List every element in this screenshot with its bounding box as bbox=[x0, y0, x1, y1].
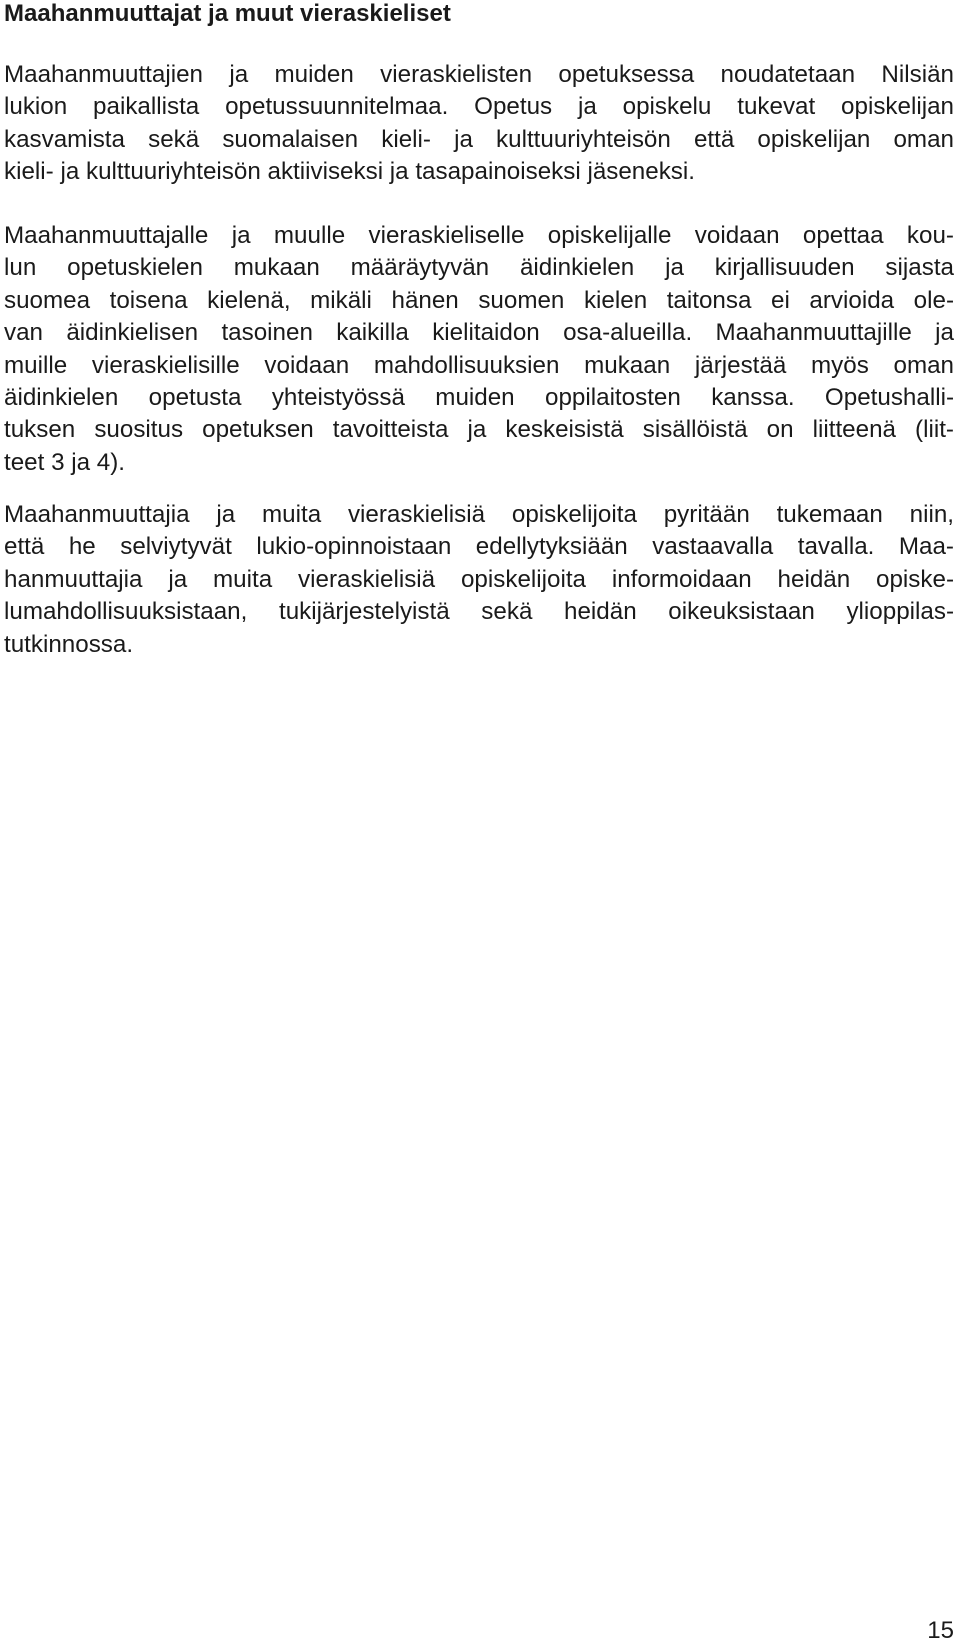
paragraph-line: Maahanmuuttajalle ja muulle vieraskieliselle opiskelijalle voidaan opettaa kou- bbox=[4, 222, 954, 249]
paragraph-line: lumahdollisuuksistaan, tukijärjestelyistä sekä heidän oikeuksistaan ylioppilas- bbox=[4, 598, 954, 626]
paragraph-line: teet 3 ja 4). bbox=[4, 448, 126, 476]
paragraph-line: muille vieraskielisille voidaan mahdollisuuksien mukaan järjestää myös oman bbox=[4, 351, 954, 379]
paragraph-line: kieli- ja kulttuuriyhteisön aktiiviseksi ja tasapainoiseksi jäseneksi. bbox=[4, 158, 695, 186]
paragraph-line: että he selviytyvät lukio-opinnoistaan edellytyksiään vastaavalla tavalla. Maa- bbox=[4, 533, 954, 561]
paragraph-curriculum bbox=[4, 59, 954, 189]
paragraph-line: Maahanmuuttajia ja muita vieraskielisiä opiskelijoita pyritään tukemaan niin, bbox=[4, 501, 954, 528]
paragraph-line: lun opetuskielen mukaan määräytyvän äidinkielen ja kirjallisuuden sijasta bbox=[4, 254, 954, 282]
paragraph-line: van äidinkielisen tasoinen kaikilla kielitaidon osa-alueilla. Maahanmuuttajille ja bbox=[4, 319, 954, 347]
paragraph-line: hanmuuttajia ja muita vieraskielisiä opiskelijoita informoidaan heidän opiske- bbox=[4, 565, 954, 593]
paragraph-line: suomea toisena kielenä, mikäli hänen suomen kielen taitonsa ei arvioida ole- bbox=[4, 286, 954, 314]
paragraph-line: kasvamista sekä suomalaisen kieli- ja kulttuuriyhteisön että opiskelijan oman bbox=[4, 125, 954, 153]
paragraph-line: äidinkielen opetusta yhteistyössä muiden oppilaitosten kanssa. Opetushalli- bbox=[4, 383, 954, 411]
paragraph-line: tuksen suositus opetuksen tavoitteista ja keskeisistä sisällöistä on liitteenä (liit- bbox=[4, 416, 954, 444]
paragraph-line: Maahanmuuttajien ja muiden vieraskielisten opetuksessa noudatetaan Nilsiän bbox=[4, 61, 954, 88]
paragraph-language-teaching bbox=[4, 220, 954, 479]
page-number: 15 bbox=[927, 1617, 954, 1644]
paragraph-line: lukion paikallista opetussuunnitelmaa. Opetus ja opiskelu tukevat opiskelijan bbox=[4, 93, 954, 121]
paragraph-line: tutkinnossa. bbox=[4, 630, 134, 658]
paragraph-student-support bbox=[4, 499, 954, 661]
section-heading: Maahanmuuttajat ja muut vieraskieliset bbox=[4, 0, 451, 27]
